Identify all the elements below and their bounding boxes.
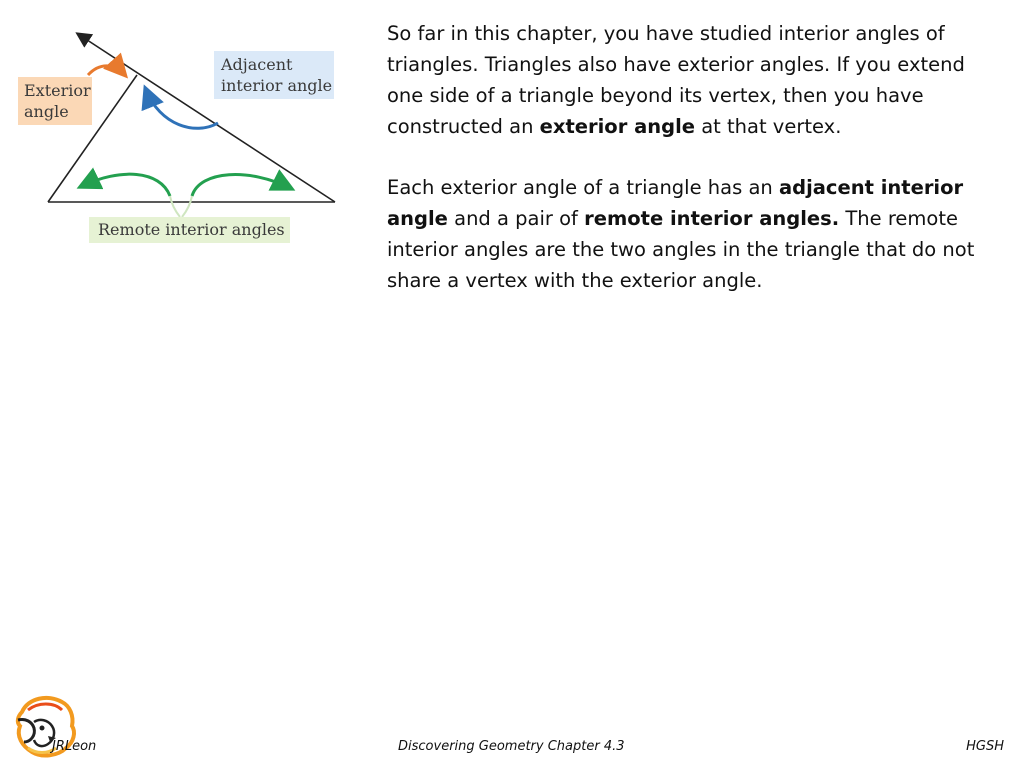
explanation-text [387,18,987,326]
term-remote-interior-angles: remote interior angles. [584,207,840,230]
remote-interior-angles-label: Remote interior angles [89,217,290,243]
paragraph-1: So far in this chapter, you have studied interior angles of triangles. Triangles also have exterior angles. If you extend one side of a triangle beyond its vertex, then you have constructed an exterior angle at that vertex. [387,22,965,138]
remote-angle-arrow-right [192,175,290,196]
adjacent-angle-arrow [146,90,218,128]
term-exterior-angle: exterior angle [539,115,696,138]
exterior-angle-label: Exterior angle [18,77,92,125]
footer-title: Discovering Geometry Chapter 4.3 [398,739,625,754]
term-adjacent-interior-angle: adjacent interior angle [387,176,964,230]
exterior-angle-arrow [88,66,124,75]
remote-angle-arrow-left [82,174,170,196]
footer-school: HGSH [966,739,1004,754]
footer-author: JRLeon [52,739,97,754]
paragraph-2: Each exterior angle of a triangle has an adjacent interior angle and a pair of remote interior angles. The remote interior angles are the two angles in the triangle that do not share a vertex with the exterior angle. [387,176,975,292]
adjacent-interior-angle-label: Adjacent interior angle [214,51,334,99]
